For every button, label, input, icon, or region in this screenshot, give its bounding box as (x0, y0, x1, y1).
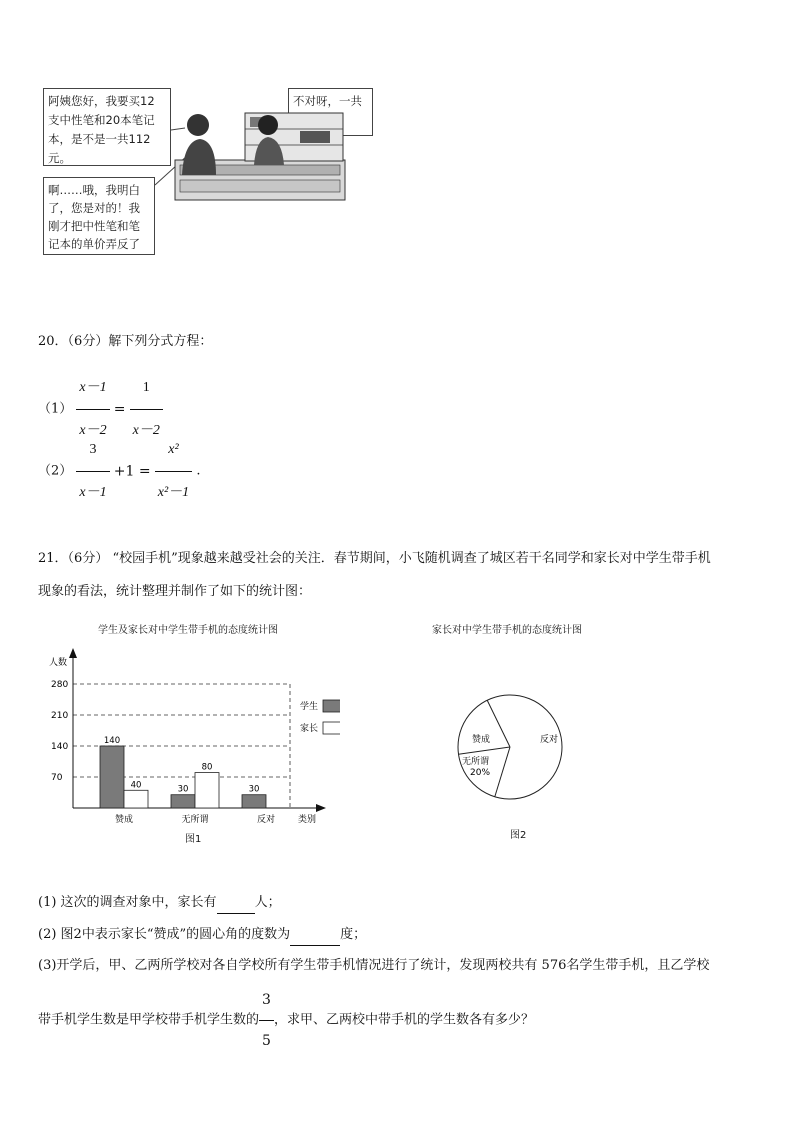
bar-学生-无所谓 (171, 795, 195, 808)
equals-sign: = (113, 401, 126, 418)
pie-slice-label: 赞成 (472, 735, 491, 745)
period: . (196, 463, 201, 479)
numerator: 3 (262, 992, 271, 1008)
y-tick-label: 140 (51, 742, 69, 752)
pie-slice-percent: 20% (470, 768, 491, 778)
numerator: 1 (142, 380, 150, 395)
y-tick-label: 210 (51, 711, 69, 721)
question-20-header: 20．（6分）解下列分式方程： (38, 334, 213, 349)
bar-chart-title: 学生及家长对中学生带手机的态度统计图 (98, 625, 278, 636)
bubble-line: 啊……哦，我明白 (48, 183, 140, 197)
bar-value-label: 140 (103, 736, 121, 746)
sub3-text-end: ，求甲、乙两校中带手机的学生数各有多少？ (273, 1012, 534, 1028)
part-label: （2） (38, 463, 73, 479)
sub1-text-end: 人； (254, 895, 281, 910)
bubble-line: 了，您是对的！我 (48, 201, 140, 215)
numerator: x－1 (79, 380, 107, 395)
bubble-line: 刚才把中性笔和笔 (48, 219, 140, 233)
question-21-line1: 21．（6分） “校园手机”现象越来越受社会的关注．春节期间，小飞随机调查了城区若干名同学和家长对中学生带手机 (38, 551, 711, 566)
q21-sub3-line1: (3)开学后，甲、乙两所学校对各自学校所有学生带手机情况进行了统计，发现两校共有 576名学生带手机，且乙学校 (38, 958, 710, 973)
y-tick-label: 280 (51, 680, 69, 690)
q20-part2 (38, 430, 200, 513)
speech-bubble-customer-reply (43, 177, 155, 255)
bar-value-label: 30 (248, 784, 260, 795)
question-21-line2: 现象的看法，统计整理并制作了如下的统计图： (38, 584, 312, 599)
legend-swatch (323, 700, 340, 712)
category-label: 无所谓 (181, 815, 209, 825)
fraction-three-fifths (259, 981, 274, 1060)
plus-one: +1 = (113, 463, 151, 480)
bubble-line: 元。 (48, 151, 71, 165)
numerator: 3 (89, 442, 97, 457)
y-tick-label: 70 (51, 773, 63, 783)
denominator: x－2 (130, 409, 163, 451)
sub2-text: (2) 图2中表示家长“赞成”的圆心角的度数为 (38, 927, 291, 942)
pie-slice-label: 无所谓 (462, 757, 490, 767)
bar-家长-无所谓 (195, 773, 219, 808)
denominator: x－1 (76, 471, 109, 513)
y-axis-arrow (69, 648, 77, 658)
bar-学生-反对 (242, 795, 266, 808)
pie-chart-title: 家长对中学生带手机的态度统计图 (432, 625, 582, 636)
legend-label: 家长 (299, 724, 318, 734)
bar-chart-caption: 图1 (185, 834, 202, 845)
denominator: 5 (259, 1020, 274, 1060)
q21-sub3-line2 (38, 981, 534, 1060)
fraction-lhs (76, 430, 109, 513)
legend-label: 学生 (299, 702, 318, 712)
bar-学生-赞成 (100, 746, 124, 808)
answer-blank[interactable] (290, 925, 340, 946)
legend-swatch (323, 722, 340, 734)
bubble-line: 支中性笔和20本笔记 (48, 113, 155, 127)
x-axis-label: 类别 (298, 815, 317, 825)
y-axis-label: 人数 (49, 658, 68, 668)
shop-scene-illustration (150, 95, 360, 210)
customer-body (182, 139, 216, 175)
customer-head (187, 114, 209, 136)
fraction-rhs (155, 430, 192, 513)
sub2-text-end: 度； (340, 927, 367, 942)
bar-value-label: 80 (201, 762, 213, 773)
category-label: 反对 (256, 815, 276, 825)
bar-家长-赞成 (124, 790, 148, 808)
bubble-line: 本，是不是一共112 (48, 132, 151, 146)
pie-chart (450, 690, 575, 805)
counter-shelf (180, 180, 340, 192)
bubble-tail (171, 128, 185, 130)
pie-chart-caption: 图2 (510, 830, 527, 841)
q21-sub1 (38, 893, 281, 914)
part-label: （1） (38, 401, 73, 417)
clerk-head (258, 115, 278, 135)
bar-chart (40, 640, 340, 845)
q21-sub2 (38, 925, 366, 946)
category-label: 赞成 (114, 815, 134, 825)
bubble-line: 阿姨您好，我要买12 (48, 94, 155, 108)
answer-blank[interactable] (217, 893, 255, 914)
sub3-text: 带手机学生数是甲学校带手机学生数的 (38, 1012, 260, 1028)
x-axis-arrow (316, 804, 326, 812)
pie-slice-label: 反对 (540, 735, 559, 745)
bar-value-label: 40 (130, 780, 142, 791)
bubble-line: 不对呀，一共 (293, 94, 362, 108)
denominator: x²－1 (155, 471, 192, 513)
denominator: x－2 (76, 409, 109, 451)
bubble-line: 记本的单价弄反了 (48, 237, 140, 251)
bar-value-label: 30 (177, 784, 189, 795)
numerator: x² (168, 442, 179, 457)
sub1-text: (1) 这次的调查对象中，家长有 (38, 895, 217, 910)
